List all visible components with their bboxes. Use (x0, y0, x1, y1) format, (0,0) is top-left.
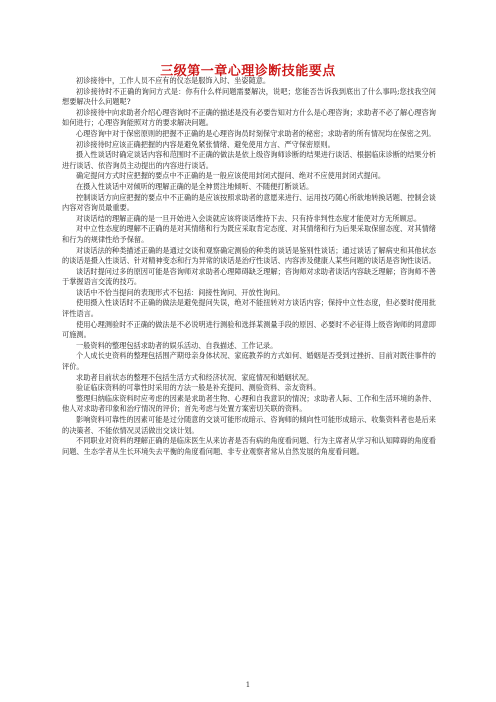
paragraph: 初诊接待时应该正确把握的内容是避免紧张情绪、避免使用方言、严守保密原则。 (76, 139, 335, 149)
paragraph: 初诊接待中向求助者介绍心理咨询时不正确的描述是没有必要告知对方什么是心理咨询；求助者不必了解心理咨询如何进行；心理咨询能照对方的要求解决问题。 (62, 107, 436, 128)
document-title: 三级第一章心理诊断技能要点 (160, 64, 336, 79)
paragraph: 对中立性态度的理解不正确的是对其情绪和行为既应采取肯定态度、对其情绪和行为后果采取保留态度、对其情绪和行为的规律性给予保留。 (62, 224, 436, 244)
document-body (62, 76, 436, 457)
paragraph: 不同职业对资料的理解正确的是临床医生从来访者是否有病的角度看问题、行为主席者从学习和认知障碍的角度看问题、生态学者从生长环境失去平衡的角度看问题、非专业观察者常从自然发展的角度看问题。 (62, 436, 436, 456)
paragraph: 初诊接待时不正确的询问方式是：你有什么样问题需要解决，说吧；您能否告诉我到底出了什么事吗;您找我空间想要解决什么问题呢? (62, 86, 436, 107)
paragraph: 摄入性谈话时确定谈话内容和范围时不正确的做法是依上级咨询师诊断的结果进行谈话、根据临床诊断的结果分析进行谈话、依咨询员主动提出的内容进行谈话。 (62, 150, 436, 170)
paragraph: 对谈话结的理解正确的是一旦开始进入会谈就应该将谈话维持下去、只有持非判性态度才能使对方无所顾忌。 (76, 213, 422, 223)
paragraph: 影响资料可靠性的因素可能是过分随意的交谈可能形成暗示、咨询师的倾向性可能形成暗示、收集资料者也是后来的决策者、不能依情况灵活做出交谈计划。 (62, 415, 436, 435)
paragraph: 使用摄入性谈话时不正确的做法是避免提问失误，绝对不能扭转对方谈话内容；保持中立性态度，但必要时使用批评性语言。 (62, 298, 436, 319)
paragraph: 控制谈话方向应把握的要点中不正确的是应该按照求助者的意愿来进行、运用技巧随心所欲地转换话题、控制会谈内容对咨询员最重要。 (62, 192, 436, 213)
paragraph: 对谈话法的种类描述正确的是通过交谈和观察确定测验的种类的谈话是鉴别性谈话；通过谈话了解病史和其他状态的谈话是摄入性谈话、针对精神变态和行为异常的谈话是治疗性谈话、内容涉及健康人某些问题的谈话是咨询性谈话。 (62, 245, 436, 266)
paragraph: 一般资料的整理包括求助者的娱乐活动、自我描述、工作记录。 (76, 340, 278, 350)
paragraph: 在摄入性谈话中对倾听的理解正确的是全神贯注地倾听、不随便打断谈话。 (76, 181, 314, 191)
paragraph: 验证临床资料的可靠性时采用的方法一般是补充提问、测验资料、亲友资料。 (76, 383, 321, 393)
paragraph: 使用心理测验时不正确的做法是不必说明进行测验和选择某测量手段的原因、必要时不必征得上级咨询师的同意即可施测。 (62, 319, 436, 340)
paragraph: 个人成长史资料的整理包括围产期母亲身体状况、家庭教养的方式如何、婚姻是否受到过挫折、目前对既往事件的评价。 (62, 351, 436, 372)
paragraph: 心理咨询中对于保密原则的把握不正确的是心理咨询员时刻保守求助者的秘密；求助者的所有情况均在保密之列。 (76, 128, 436, 138)
paragraph: 整理归纳临床资料时应考虑的因素是求助者生物、心理和自我意识的情况；求助者人际、工作和生活环境的条件、他人对求助者印象和治疗情况的评价；首先考虑与处置方案密切关联的资料。 (62, 393, 436, 414)
paragraph: 求助者目前状态的整理不包括生活方式和经济状况、家庭情况和婚姻状况。 (76, 372, 314, 382)
paragraph: 谈话时提问过多的原因可能是咨询师对求助者心理障碍缺乏理解；咨询师对求助者谈话内容缺乏理解；咨询师不善于掌握语言交流的技巧。 (62, 266, 436, 287)
paragraph: 初诊接待中，工作人员不应有的仪态是服饰入时、坐姿随意。 (76, 76, 271, 85)
page-number: 1 (245, 681, 251, 689)
paragraph: 谈话中不恰当提问的表现形式不包括：间接性询问、开放性询问。 (76, 287, 285, 297)
paragraph: 确定提问方式时应把握的要点中不正确的是一般应该使用封闭式提问、绝对不应使用封闭式提问。 (76, 171, 386, 181)
